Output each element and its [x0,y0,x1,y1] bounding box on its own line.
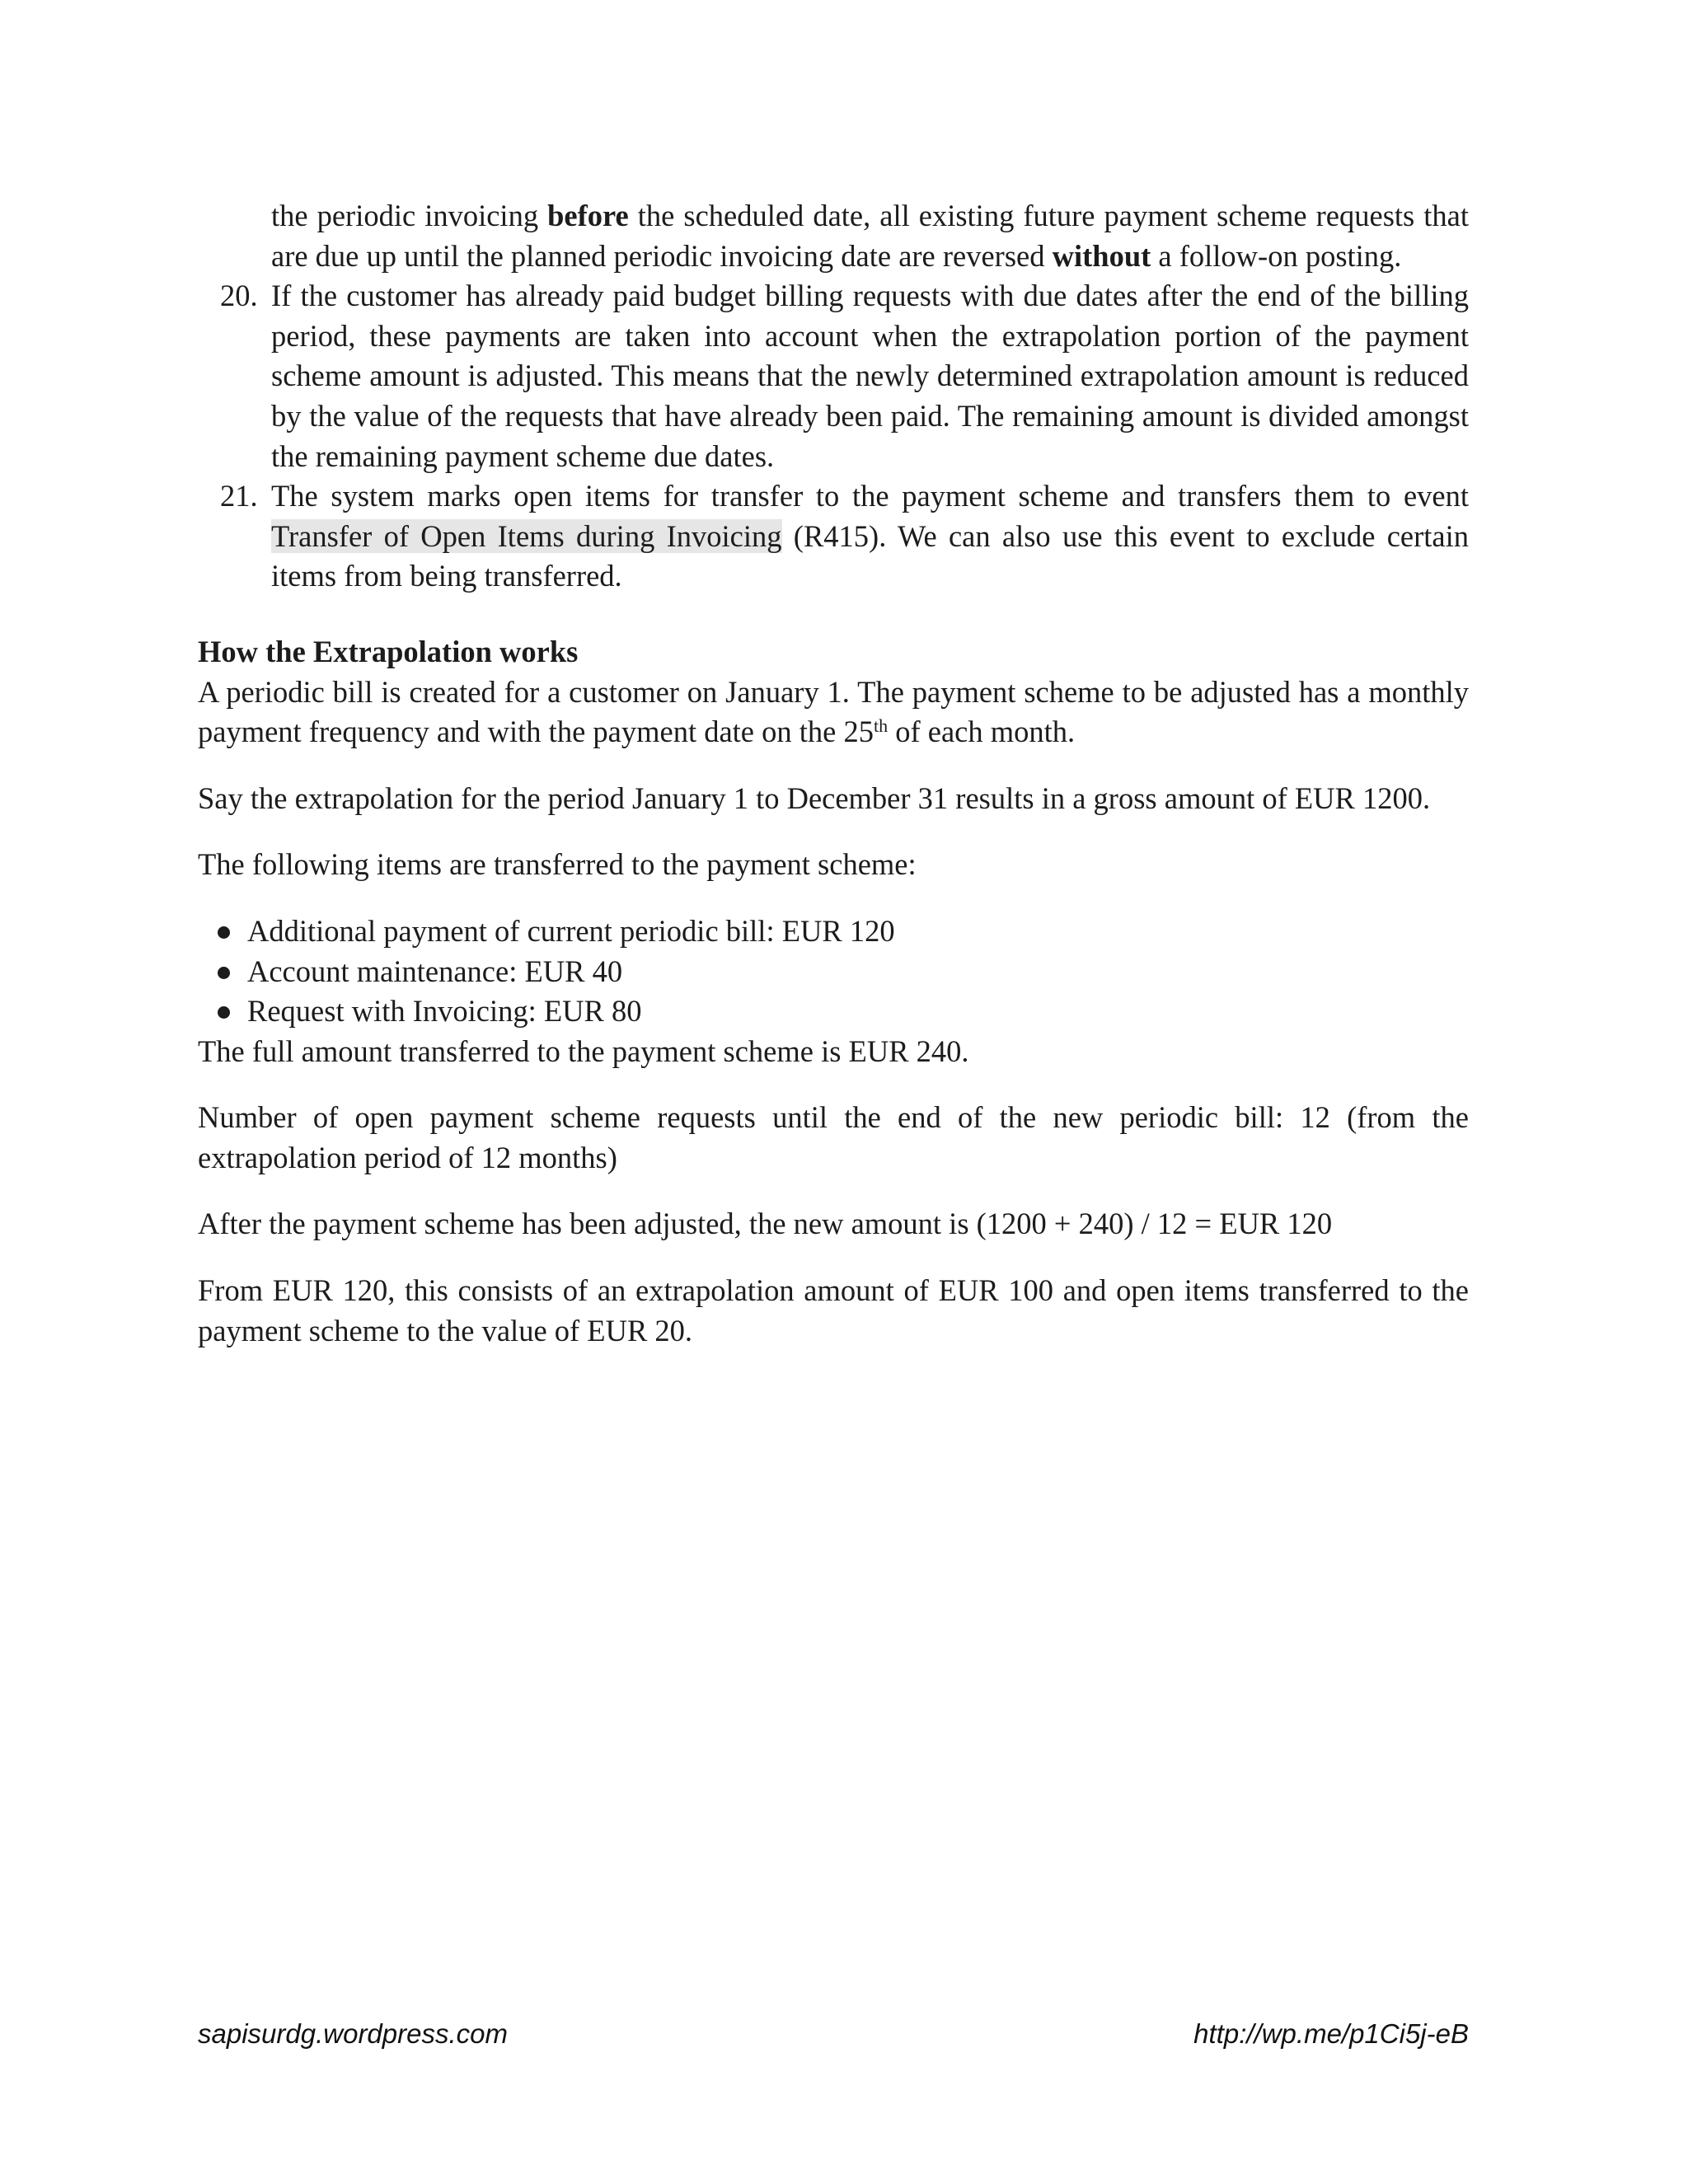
footer-short-link[interactable]: http://wp.me/p1Ci5j-eB [1193,2018,1469,2049]
list-item-20 [198,276,1469,476]
paragraph-items-intro: The following items are transferred to the payment scheme: [198,847,917,882]
text-span: the periodic invoicing [271,199,548,232]
item-number: 21. [220,479,258,513]
section-heading: How the Extrapolation works [198,634,579,668]
paragraph-open-requests: Number of open payment scheme requests until the end of the new periodic bill: 12 (from the extrapolation period of 12 months) [198,1100,1469,1174]
bullet-text: Additional payment of current periodic bill: EUR 120 [247,913,895,948]
footer-site-name: sapisurdg.wordpress.com [198,2018,508,2049]
bullet-icon [218,1006,230,1019]
bullet-text: Account maintenance: EUR 40 [247,954,623,988]
bold-without: without [1052,238,1151,273]
event-link[interactable]: Transfer of Open Items during Invoicing [271,518,782,553]
item-text: (R415). We can also use this event to exclude certain items from being transferred. [271,518,1469,593]
superscript: th [873,715,889,737]
text-span: of each month. [888,715,1076,749]
bullet-icon [218,967,230,979]
bold-before: before [547,199,629,232]
page-content [198,196,1469,1351]
paragraph-full-amount: The full amount transferred to the payment scheme is EUR 240. [198,1033,969,1068]
paragraph-periodic-bill [198,673,1469,752]
bullet-text: Request with Invoicing: EUR 80 [247,994,642,1029]
bullet-list [198,912,1469,1032]
paragraph-breakdown: From EUR 120, this consists of an extrapolation amount of EUR 100 and open items transferred to the payment scheme to the value of EUR 20. [198,1273,1469,1347]
list-item-19-continued [198,196,1469,276]
list-item-21 [198,476,1469,597]
list-item [198,912,1469,952]
text-span: A periodic bill is created for a customer on January 1. The payment scheme to be adjusted has a monthly payment frequency and with the payment date on the 25 [198,674,1469,749]
list-item [198,952,1469,992]
item-text: If the customer has already paid budget billing requests with due dates after the end of the billing period, these payments are taken into account when the extrapolation portion of the payment scheme amount is adjusted. This means that the newly determined extrapolation amount is reduced by the value of the requests that have already been paid. The remaining amount is divided amongst the remaining payment scheme due dates. [271,279,1469,473]
text-span: a follow-on posting. [1151,238,1402,273]
paragraph-new-amount: After the payment scheme has been adjusted, the new amount is (1200 + 240) / 12 = EUR 120 [198,1207,1333,1241]
item-number: 20. [220,279,258,313]
text-span: the scheduled date, all existing future payment scheme requests that are due up until the planned periodic invoicing date are reversed [271,199,1469,273]
item-text: The system marks open items for transfer to the payment scheme and transfers them to event [271,479,1469,513]
bullet-icon [218,926,230,939]
list-item [198,991,1469,1032]
paragraph-extrapolation: Say the extrapolation for the period January 1 to December 31 results in a gross amount of EUR 1200. [198,780,1431,815]
numbered-list [198,196,1469,597]
